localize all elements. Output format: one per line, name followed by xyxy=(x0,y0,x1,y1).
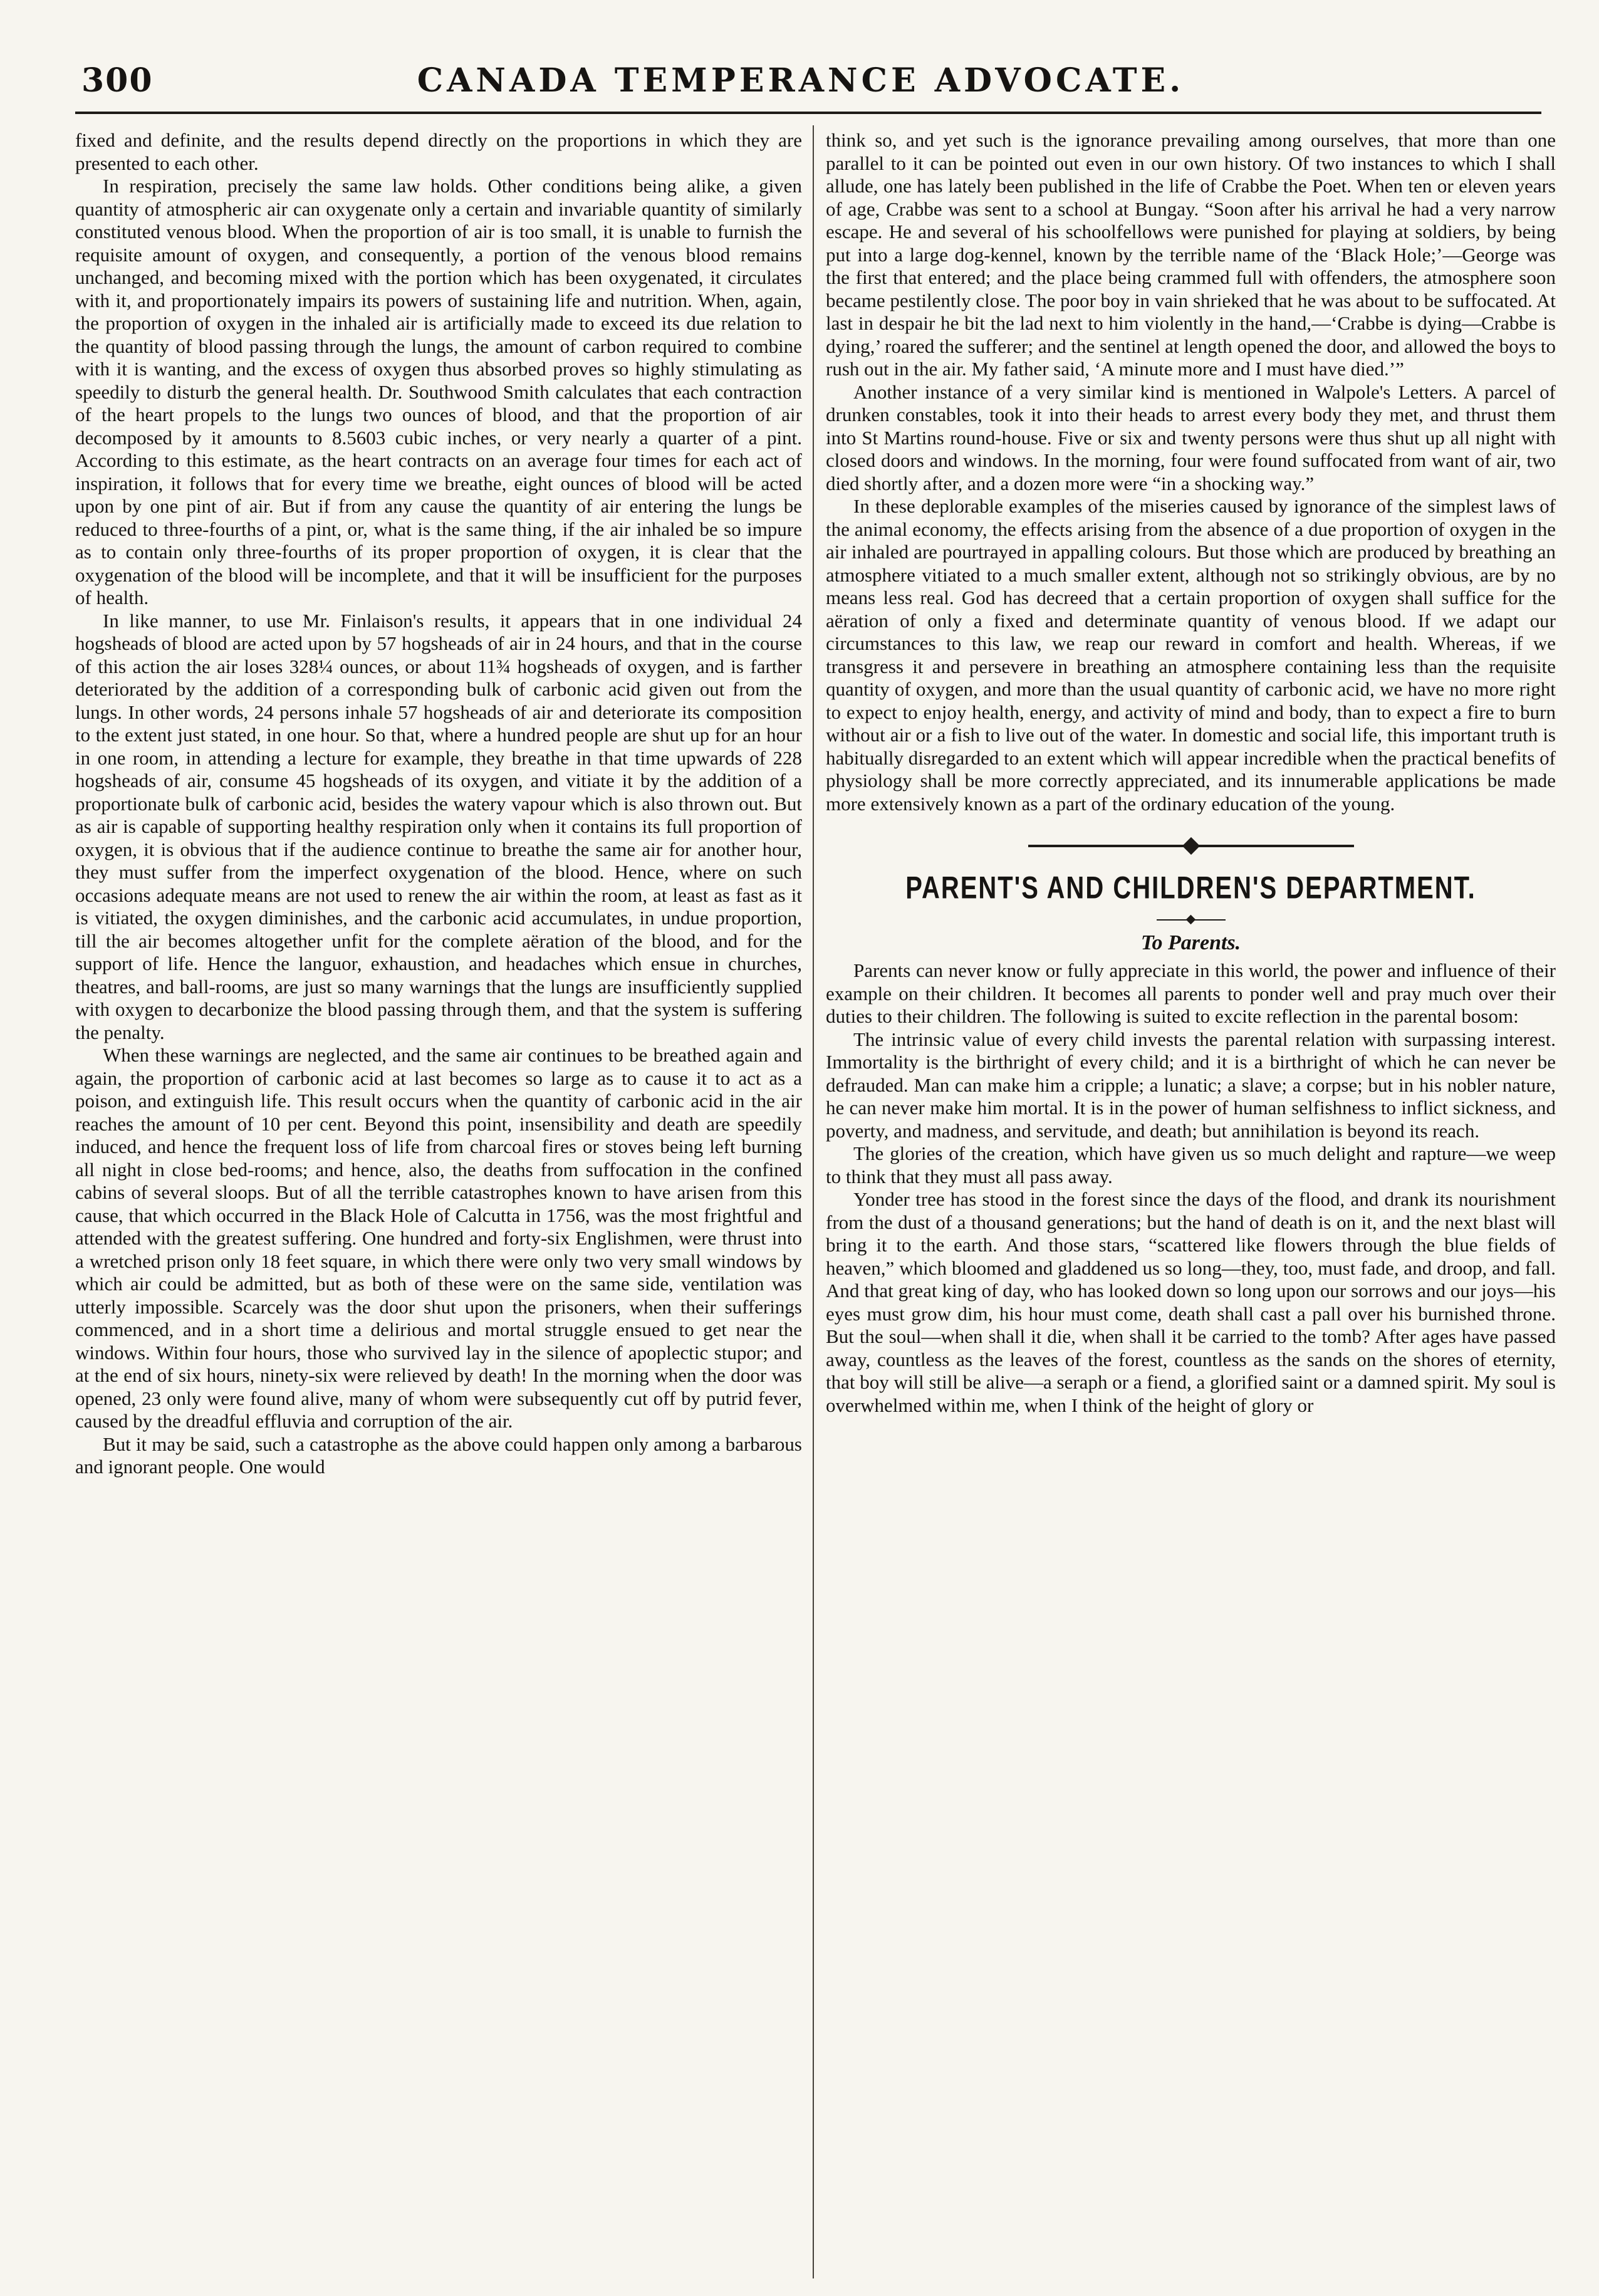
article-paragraph: Yonder tree has stood in the forest since the days of the flood, and drank its nourishment from the dust of a thousand generations; but the hand of death is on it, and the next blast will bring it to the earth. And those stars, “scattered like flowers through the blue fields of heaven,” which bloomed and gladdened us so long—they, too, must fade, and droop, and fall. And that great king of day, who has looked down so long upon our sorrows and our joys—his eyes must grow dim, his hour must come, death shall cast a pall over his burnished throne. But the soul—when shall it die, when shall it be carried to the tomb? After ages have passed away, countless as the leaves of the forest, countless as the sands on the shores of eternity, that boy will still be alive—a seraph or a fiend, a glorified saint or a damned spirit. My soul is overwhelmed within me, when I think of the height of glory or xyxy=(826,1188,1556,1416)
article-paragraph: In these deplorable examples of the miseries caused by ignorance of the simplest laws of the animal economy, the effects arising from the absence of a due proportion of oxygen in the air inhaled are pourtrayed in appalling colours. But those which are produced by breathing an atmosphere vitiated to a much smaller extent, although not so strikingly obvious, are by no means less real. God has decreed that a certain proportion of oxygen shall suffice for the aëration of only a fixed and determinate quantity of venous blood. If we adapt our circumstances to this law, we reap our reward in comfort and health. Whereas, if we transgress it and persevere in breathing an atmosphere containing less than the requisite quantity of oxygen, and more than the usual quantity of carbonic acid, we have no more right to expect to enjoy health, energy, and activity of mind and body, than to expect a fire to burn without air or a fish to live out of the water. In domestic and social life, this important truth is habitually disregarded to an extent which will appear incredible when the practical benefits of physiology shall be more correctly appreciated, and its innumerable applications be made more extensively known as a part of the ordinary education of the young. xyxy=(826,495,1556,815)
section-heading: PARENT'S AND CHILDREN'S DEPARTMENT. xyxy=(905,870,1476,905)
article-paragraph: Parents can never know or fully appreciate in this world, the power and influence of their example on their children. It becomes all parents to ponder well and pray much over their duties to their children. The following is suited to excite reflection in the parental bosom: xyxy=(826,959,1556,1027)
column-divider xyxy=(813,125,814,2278)
page-number: 300 xyxy=(81,61,154,100)
header-rule xyxy=(75,112,1541,114)
article-paragraph: The glories of the creation, which have given us so much delight and rapture—we weep to think that they must all pass away. xyxy=(826,1142,1556,1187)
section-ornament-rule xyxy=(1028,838,1354,854)
article-paragraph: fixed and definite, and the results depend directly on the proportions in which they are presented to each other. xyxy=(75,129,802,174)
article-paragraph: Another instance of a very similar kind is mentioned in Walpole's Letters. A parcel of drunken constables, took it into their heads to arrest every body they met, and thrust them into St Martins round-house. Five or six and twenty persons were thus shut up all night with closed doors and windows. In the morning, four were found suffocated from want of air, two died shortly after, and a dozen more were “in a shocking way.” xyxy=(826,380,1556,494)
article-paragraph: When these warnings are neglected, and the same air continues to be breathed again and again, the proportion of carbonic acid at last becomes so large as to cause it to act as a poison, and extinguish life. This result occurs when the quantity of carbonic acid in the air reaches the amount of 10 per cent. Beyond this point, insensibility and death are speedily induced, and hence the frequent loss of life from charcoal fires or stoves being left burning all night in close bed-rooms; and hence, also, the deaths from suffocation in the confined cabins of several sloops. But of all the terrible catastrophes known to have arisen from this cause, that which occurred in the Black Hole of Calcutta in 1756, was the most frightful and attended with the greatest suffering. One hundred and forty-six Englishmen, were thrust into a wretched prison only 18 feet square, in which there were only two very small windows by which air could be admitted, but as both of these were on the same side, ventilation was utterly impossible. Scarcely was the door shut upon the prisoners, when their sufferings commenced, and in a short time a delirious and mortal struggle ensued to get near the windows. Within four hours, those who survived lay in the silence of apoplectic stupor; and at the end of six hours, ninety-six were relieved by death! In the morning when the door was opened, 23 only were found alive, many of whom were subsequently cut off by putrid fever, caused by the dreadful effluvia and corruption of the air. xyxy=(75,1044,802,1432)
small-ornament-rule xyxy=(1157,916,1226,924)
left-column xyxy=(75,129,802,2278)
article-paragraph: But it may be said, such a catastrophe as the above could happen only among a barbarous and ignorant people. One would xyxy=(75,1432,802,1478)
article-paragraph: In like manner, to use Mr. Finlaison's results, it appears that in one individual 24 hogsheads of blood are acted upon by 57 hogsheads of air in 24 hours, and that in the course of this action the air loses 328¼ ounces, or about 11¾ hogsheads of oxygen, and is farther deteriorated by the addition of a corresponding bulk of carbonic acid given out from the lungs. In other words, 24 persons inhale 57 hogsheads of air and deteriorate its composition to the extent just stated, in one hour. So that, where a hundred people are shut up for an hour in one room, in attending a lecture for example, they breathe in that time upwards of 228 hogsheads of air, consume 45 hogsheads of its oxygen, and vitiate it by the addition of a proportionate bulk of carbonic acid, besides the watery vapour which is also thrown out. But as air is capable of supporting healthy respiration only when it contains its full proportion of oxygen, it is obvious that if the audience continue to breathe the same air for another hour, they must suffer from the imperfect oxygenation of the blood. Hence, where on such occasions adequate means are not used to renew the air within the room, at least as fast as it is vitiated, the oxygen diminishes, and the carbonic acid accumulates, in undue proportion, till the air becomes altogether unfit for the complete aëration of the blood, and for the support of life. Hence the languor, exhaustion, and headaches which ensue in churches, theatres, and ball-rooms, are just so many warnings that the lungs are insufficiently supplied with oxygen to decarbonize the blood passing through them, and that the system is suffering the penalty. xyxy=(75,609,802,1043)
page-header xyxy=(44,61,1558,112)
article-subheading: To Parents. xyxy=(1140,931,1241,954)
right-column xyxy=(826,129,1556,2278)
article-paragraph: The intrinsic value of every child invests the parental relation with surpassing interest. Immortality is the birthright of every child; and it is a birthright of which he can never be defrauded. Man can make him a cripple; a lunatic; a slave; a corpse; but in his nobler nature, he can never make him mortal. It is in the power of human selfishness to inflict sickness, and poverty, and madness, and servitude, and death; but annihilation is beyond its reach. xyxy=(826,1028,1556,1142)
article-paragraph: think so, and yet such is the ignorance prevailing among ourselves, that more than one parallel to it can be pointed out even in our own history. Of two instances to which I shall allude, one has lately been published in the life of Crabbe the Poet. When ten or eleven years of age, Crabbe was sent to a school at Bungay. “Soon after his arrival he had a very narrow escape. He and several of his schoolfellows were punished for playing at soldiers, by being put into a large dog-kennel, known by the terrible name of the ‘Black Hole;’—George was the first that entered; and the place being crammed full with offenders, the atmosphere soon became pestilently close. The poor boy in vain shrieked that he was about to be suffocated. At last in despair he bit the lad next to him violently in the hand,—‘Crabbe is dying—Crabbe is dying,’ roared the sufferer; and the sentinel at length opened the door, and allowed the boys to rush out in the air. My father said, ‘A minute more and I must have died.’” xyxy=(826,129,1556,380)
article-paragraph: In respiration, precisely the same law holds. Other conditions being alike, a given quantity of atmospheric air can oxygenate only a certain and invariable quantity of similarly constituted venous blood. When the proportion of air is too small, it is unable to furnish the requisite amount of oxygen, and consequently, a portion of the venous blood remains unchanged, and becoming mixed with the portion which has been oxygenated, it circulates with it, and proportionately impairs its powers of sustaining life and nutrition. When, again, the proportion of oxygen in the inhaled air is artificially made to exceed its due relation to the quantity of blood passing through the lungs, the amount of carbon required to combine with it is wanting, and the excess of oxygen thus absorbed proves so highly stimulating as speedily to disturb the general health. Dr. Southwood Smith calculates that each contraction of the heart propels to the lungs two ounces of blood, and that the proportion of air decomposed by it amounts to 8.5603 cubic inches, or very nearly a quarter of a pint. According to this estimate, as the heart contracts on an average four times for each act of inspiration, it follows that for every time we breathe, eight ounces of blood will be acted upon by one pint of air. But if from any cause the quantity of air entering the lungs be reduced to three-fourths of a pint, or, what is the same thing, if the air inhaled be so impure as to contain only three-fourths of its proper proportion of oxygen, it is clear that the oxygenation of the blood will be incomplete, and that it will be insufficient for the purposes of health. xyxy=(75,175,802,608)
masthead-title: CANADA TEMPERANCE ADVOCATE. xyxy=(417,61,1185,100)
